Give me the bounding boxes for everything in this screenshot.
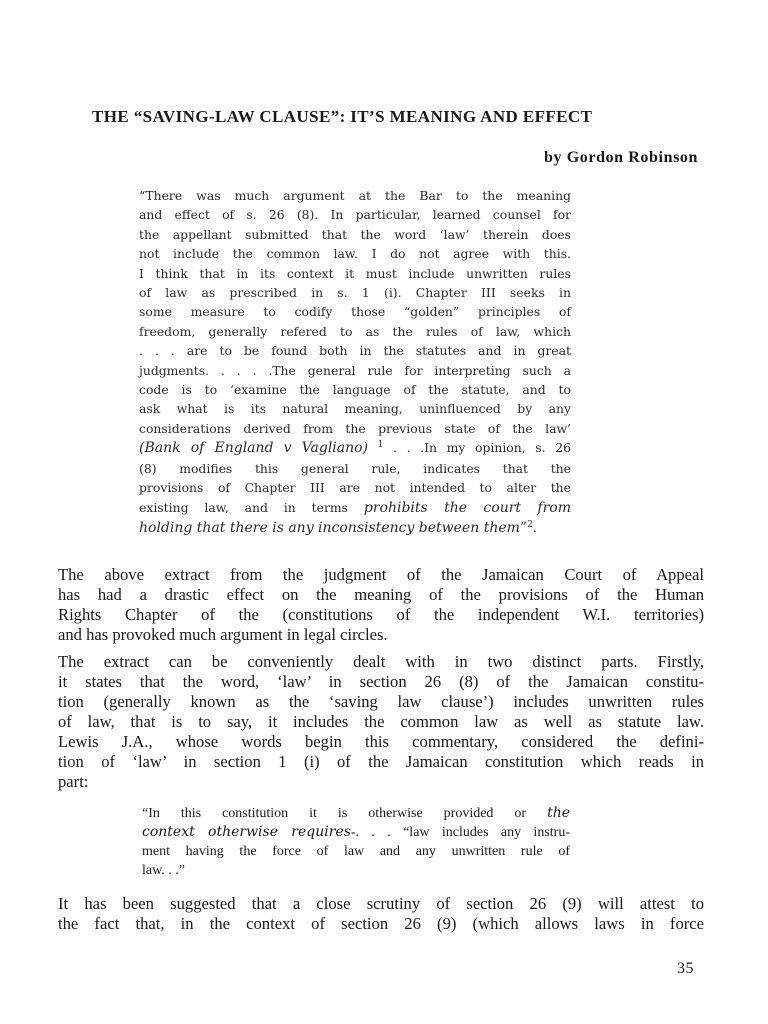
quote-period: . (532, 519, 537, 535)
paragraph-2 (58, 652, 704, 792)
quote-line: I think that in its context it must include unwritten rules (139, 265, 571, 281)
paragraph-line: The extract can be conveniently dealt with in two distinct parts. Firstly, (58, 652, 704, 671)
quote-line: (8) modifies this general rule, indicates that the (139, 460, 571, 476)
quote-line-mixed (139, 498, 571, 518)
paragraph-line: part: (58, 772, 89, 791)
article-author: by Gordon Robinson (544, 149, 698, 166)
quote-line: some measure to codify those “golden” principles of (139, 304, 571, 320)
article-title: THE “SAVING-LAW CLAUSE”: IT’S MEANING AND EFFECT (92, 107, 593, 126)
quote-line: and effect of s. 26 (8). In particular, learned counsel for (139, 207, 571, 223)
quote-line: law. . .” (142, 863, 186, 878)
quote-close: ” (519, 519, 528, 536)
paragraph-line: Rights Chapter of the (constitutions of the independent W.I. territories) (58, 605, 704, 624)
quote-line: code is to ‘examine the language of the statute, and to (139, 382, 571, 398)
case-citation: (Bank of England v Vagliano) (139, 440, 369, 457)
quote-emphasis: context otherwise requires (142, 824, 351, 840)
paragraph-line: tion (generally known as the ‘saving law clause’) includes unwritten rules (58, 692, 704, 711)
quote-line: ask what is its natural meaning, uninfluenced by any (139, 401, 571, 417)
quote-line-mixed (142, 823, 570, 842)
quote-line: considerations derived from the previous state of the law’ (139, 420, 571, 436)
quote-line: “There was much argument at the Bar to the meaning (139, 188, 571, 203)
quote-emphasis: holding that there is any inconsistency between them (139, 519, 520, 536)
constitution-quote (142, 804, 570, 880)
quote-line: the appellant submitted that the word ‘law’ therein does (139, 226, 571, 242)
quote-text: existing law, and in terms (139, 499, 364, 515)
paragraph-line: the fact that, in the context of section 26 (9) (which allows laws in force (58, 914, 704, 933)
quote-line: of law as prescribed in s. 1 (i). Chapter III seeks in (139, 285, 571, 301)
quote-emphasis: the (547, 805, 570, 821)
quote-line-mixed (142, 804, 570, 823)
quote-text: “In this constitution it is otherwise provided or (142, 806, 548, 821)
quote-line: . . . are to be found both in the statutes and in great (139, 343, 571, 359)
paragraph-line: The above extract from the judgment of the Jamaican Court of Appeal (58, 565, 704, 584)
quote-text: . . .In my opinion, s. 26 (383, 440, 571, 456)
quote-line: ment having the force of law and any unwritten rule of (142, 844, 570, 859)
footnote-marker: 1 (377, 440, 384, 451)
paragraph-3 (58, 894, 704, 934)
quote-line-case (139, 438, 571, 458)
quote-line: not include the common law. I do not agree with this. (139, 246, 571, 262)
paragraph-line: it states that the word, ‘law’ in section 26 (8) of the Jamaican constitu- (58, 672, 704, 691)
paragraph-line: Lewis J.A., whose words begin this commentary, considered the defini- (58, 732, 704, 751)
paragraph-line: of law, that is to say, it includes the common law as well as statute law. (58, 712, 704, 731)
paragraph-line: tion of ‘law’ in section 1 (i) of the Jamaican constitution which reads in (58, 752, 704, 771)
page-number: 35 (677, 960, 694, 977)
quote-emphasis: prohibits the court from (363, 499, 571, 516)
block-quote (139, 186, 571, 538)
paragraph-line: It has been suggested that a close scrutiny of section 26 (9) will attest to (58, 894, 704, 913)
paragraph-line: has had a drastic effect on the meaning of the provisions of the Human (58, 585, 704, 604)
quote-line: judgments. . . . .The general rule for interpreting such a (139, 362, 571, 378)
quote-line: freedom, generally refered to as the rules of law, which (139, 323, 571, 339)
quote-text: -. . . “law includes any instru- (350, 825, 570, 840)
footnote-marker: 2 (527, 519, 533, 530)
paragraph-1 (58, 565, 704, 645)
quote-line: provisions of Chapter III are not intended to alter the (139, 480, 571, 496)
paragraph-line: and has provoked much argument in legal circles. (58, 625, 388, 644)
quote-line-final (139, 518, 571, 538)
